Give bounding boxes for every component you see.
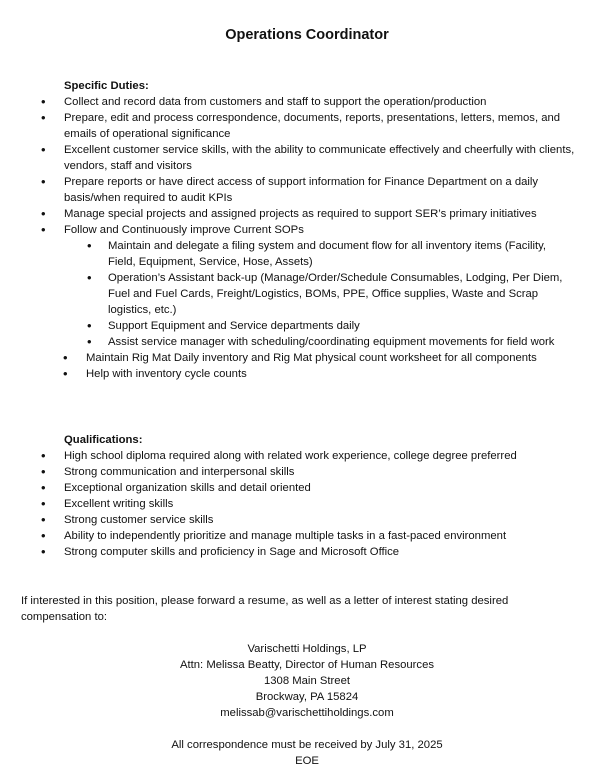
contact-address	[0, 641, 614, 721]
eoe-note: EOE	[295, 755, 319, 767]
duties-section	[0, 78, 614, 382]
list-item: • Follow and Continuously improve Current SOPs	[0, 222, 614, 238]
application-intro: If interested in this position, please forward a resume, as well as a letter of interest stating desired compensation to:	[21, 595, 509, 623]
sub-list-item: • Maintain and delegate a filing system and document flow for all inventory items (Facility, Field, Equipment, Service, Hose, Assets)	[0, 238, 614, 270]
list-item: • Excellent customer service skills, with the ability to communicate effectively and cheerfully with clients, vendors, staff and visitors	[0, 142, 614, 174]
contact-email: melissab@varischettiholdings.com	[220, 707, 394, 719]
list-item: • Exceptional organization skills and detail oriented	[0, 480, 614, 496]
list-item: • Excellent writing skills	[0, 496, 614, 512]
duties-list	[0, 94, 614, 238]
list-item: • Ability to independently prioritize and manage multiple tasks in a fast-paced environment	[0, 528, 614, 544]
list-item: • High school diploma required along with related work experience, college degree preferred	[0, 448, 614, 464]
duties-extra-list	[0, 350, 614, 382]
duties-heading: Specific Duties:	[64, 80, 149, 92]
page-title: Operations Coordinator	[225, 27, 389, 43]
qualifications-list	[0, 448, 614, 560]
city-state-zip: Brockway, PA 15824	[255, 691, 359, 703]
street-address: 1308 Main Street	[263, 675, 351, 687]
list-item: • Maintain Rig Mat Daily inventory and Rig Mat physical count worksheet for all components	[0, 350, 614, 366]
list-item: • Prepare, edit and process correspondence, documents, reports, presentations, letters, memos, and emails of operational significance	[0, 110, 614, 142]
qualifications-section	[0, 432, 614, 560]
attention-line: Attn: Melissa Beatty, Director of Human Resources	[179, 659, 435, 671]
sub-list-item: • Support Equipment and Service departments daily	[0, 318, 614, 334]
list-item: • Strong customer service skills	[0, 512, 614, 528]
company-name: Varischetti Holdings, LP	[247, 643, 367, 655]
qualifications-heading: Qualifications:	[64, 434, 143, 446]
deadline-note: All correspondence must be received by July 31, 2025	[171, 739, 443, 751]
list-item: • Strong communication and interpersonal skills	[0, 464, 614, 480]
footer	[0, 737, 614, 769]
list-item: • Manage special projects and assigned projects as required to support SER’s primary initiatives	[0, 206, 614, 222]
list-item: • Prepare reports or have direct access of support information for Finance Department on a daily basis/when required to audit KPIs	[0, 174, 614, 206]
sub-list-item: • Operation’s Assistant back-up (Manage/Order/Schedule Consumables, Lodging, Per Diem, Fuel and Fuel Cards, Freight/Logistics, BOMs, PPE, Office supplies, Waste and Scrap logistics, etc.)	[0, 270, 614, 318]
list-item: • Help with inventory cycle counts	[0, 366, 614, 382]
duties-sublist	[0, 238, 614, 350]
list-item: • Strong computer skills and proficiency in Sage and Microsoft Office	[0, 544, 614, 560]
sub-list-item: • Assist service manager with scheduling/coordinating equipment movements for field work	[0, 334, 614, 350]
list-item: • Collect and record data from customers and staff to support the operation/production	[0, 94, 614, 110]
